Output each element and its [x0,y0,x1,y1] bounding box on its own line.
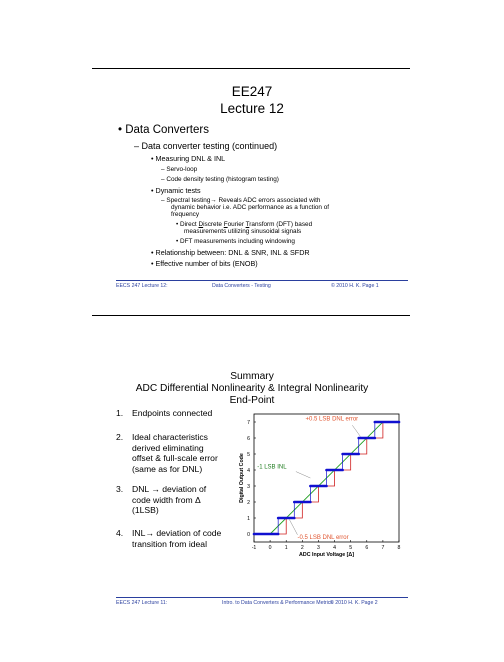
bullet-measuring-dnl-inl: • Measuring DNL & INL [151,154,226,163]
slide2-footer-left: EECS 247 Lecture 11: [116,600,168,606]
spectral-text: Reveals ADC errors associated with [216,197,321,204]
x-tick-label: 1 [284,545,288,551]
list-item-number: 2. [116,432,124,442]
dft-letter-f: F [223,221,228,228]
dft-letter-d: D [198,221,204,228]
y-tick-label: 1 [247,515,250,522]
slide1-footer-left: EECS 247 Lecture 12: [116,283,168,289]
slide1-top-rule [92,68,410,69]
spectral-line2: dynamic behavior i.e. ADC performance as a function of [171,204,330,211]
bullet-dynamic-tests: • Dynamic tests [151,186,201,195]
y-tick-label: 7 [247,419,250,426]
list-item-line: code width from Δ [132,494,201,505]
annotation-arrow [289,520,297,535]
sub-code-density: – Code density testing (histogram testing) [161,176,279,183]
x-tick-label: -1 [251,545,257,551]
dnl-minus-annotation: -0.5 LSB DNL error [297,534,349,541]
y-tick-label: 4 [247,467,250,474]
dft-transform: ransform (DFT) based [249,221,313,228]
dnl-plus-annotation: +0.5 LSB DNL error [305,416,359,423]
sub-data-converter-testing: – Data converter testing (continued) [134,141,278,151]
slide1-title-line2: Lecture 12 [220,101,284,116]
dft-fourier: ourier [227,221,246,228]
y-tick-label: 6 [247,435,250,442]
slide1-footer-rule [116,280,408,281]
x-tick-label: 8 [397,545,401,551]
list-item-line: DNL → deviation of [132,484,207,494]
dft-line2: measurements utilizing sinusoidal signals [184,228,302,235]
x-tick-label: 6 [365,545,369,551]
list-item-number: 4. [116,528,124,538]
sub-servo-loop: – Servo-loop [161,166,198,173]
right-arrow-icon: → [210,197,217,204]
y-tick-label: 2 [247,499,250,506]
x-tick-label: 4 [333,545,337,551]
y-tick-label: 0 [247,531,250,538]
y-tick-label: 3 [247,483,250,490]
list-item-number: 3. [116,484,124,494]
list-item-line: (1LSB) [132,505,159,515]
slide2-footer-right: © 2010 H. K. Page 2 [330,600,378,606]
spectral-label: – Spectral testing [161,197,211,204]
inl-annotation: -1 LSB INL [257,464,287,471]
bullet-enob: • Effective number of bits (ENOB) [151,259,258,268]
x-tick-label: 2 [300,545,304,551]
bullet-dft-windowing: • DFT measurements including windowing [176,238,295,245]
x-tick-label: 7 [381,545,385,551]
bullet-data-converters: • Data Converters [118,124,209,136]
annotation-arrow [352,425,360,436]
y-tick-label: 5 [247,451,250,458]
list-item-line: INL→ deviation of code [132,528,222,538]
list-item-line: Ideal characteristics [132,432,208,442]
slide2-heading-end-point: End-Point [229,395,275,406]
slide1-footer-right: © 2010 H. K. Page 1 [331,283,379,289]
y-axis-label: Digital Output Code [239,453,245,503]
list-item-line: (same as for DNL) [132,463,203,474]
list-item-line: offset & full-scale error [132,453,218,463]
spectral-line3: frequency [171,211,200,218]
list-item-line: transition from ideal [132,538,207,549]
annotation-arrow [296,472,311,478]
list-item-line: Endpoints connected [132,408,213,418]
x-tick-label: 5 [349,545,353,551]
slide2-heading-dnl-inl: ADC Differential Nonlinearity & Integral Nonlinearity [135,383,369,394]
bullet-relationship: • Relationship between: DNL & SNR, INL & SFDR [151,248,310,257]
slide-separator-rule [92,315,410,316]
dft-prefix: • Direct [176,221,199,228]
slide1-footer-mid: Data Converters - Testing [212,283,271,289]
x-tick-label: 3 [316,545,320,551]
list-item-line: derived eliminating [132,442,204,453]
slide1-title-line1: EE247 [231,84,273,99]
adc-transfer-chart [238,406,402,566]
dft-letter-t: T [245,221,250,228]
x-tick-label: 0 [268,545,272,551]
x-axis-label: ADC Input Voltage [Δ] [299,552,354,558]
list-item-number: 1. [116,408,124,418]
dft-discrete: iscrete [203,221,224,228]
slide2-heading-summary: Summary [230,371,274,382]
slide2-footer-mid: Intro. to Data Converters & Performance Metrics [222,600,333,606]
slide2-footer-rule [116,597,408,598]
